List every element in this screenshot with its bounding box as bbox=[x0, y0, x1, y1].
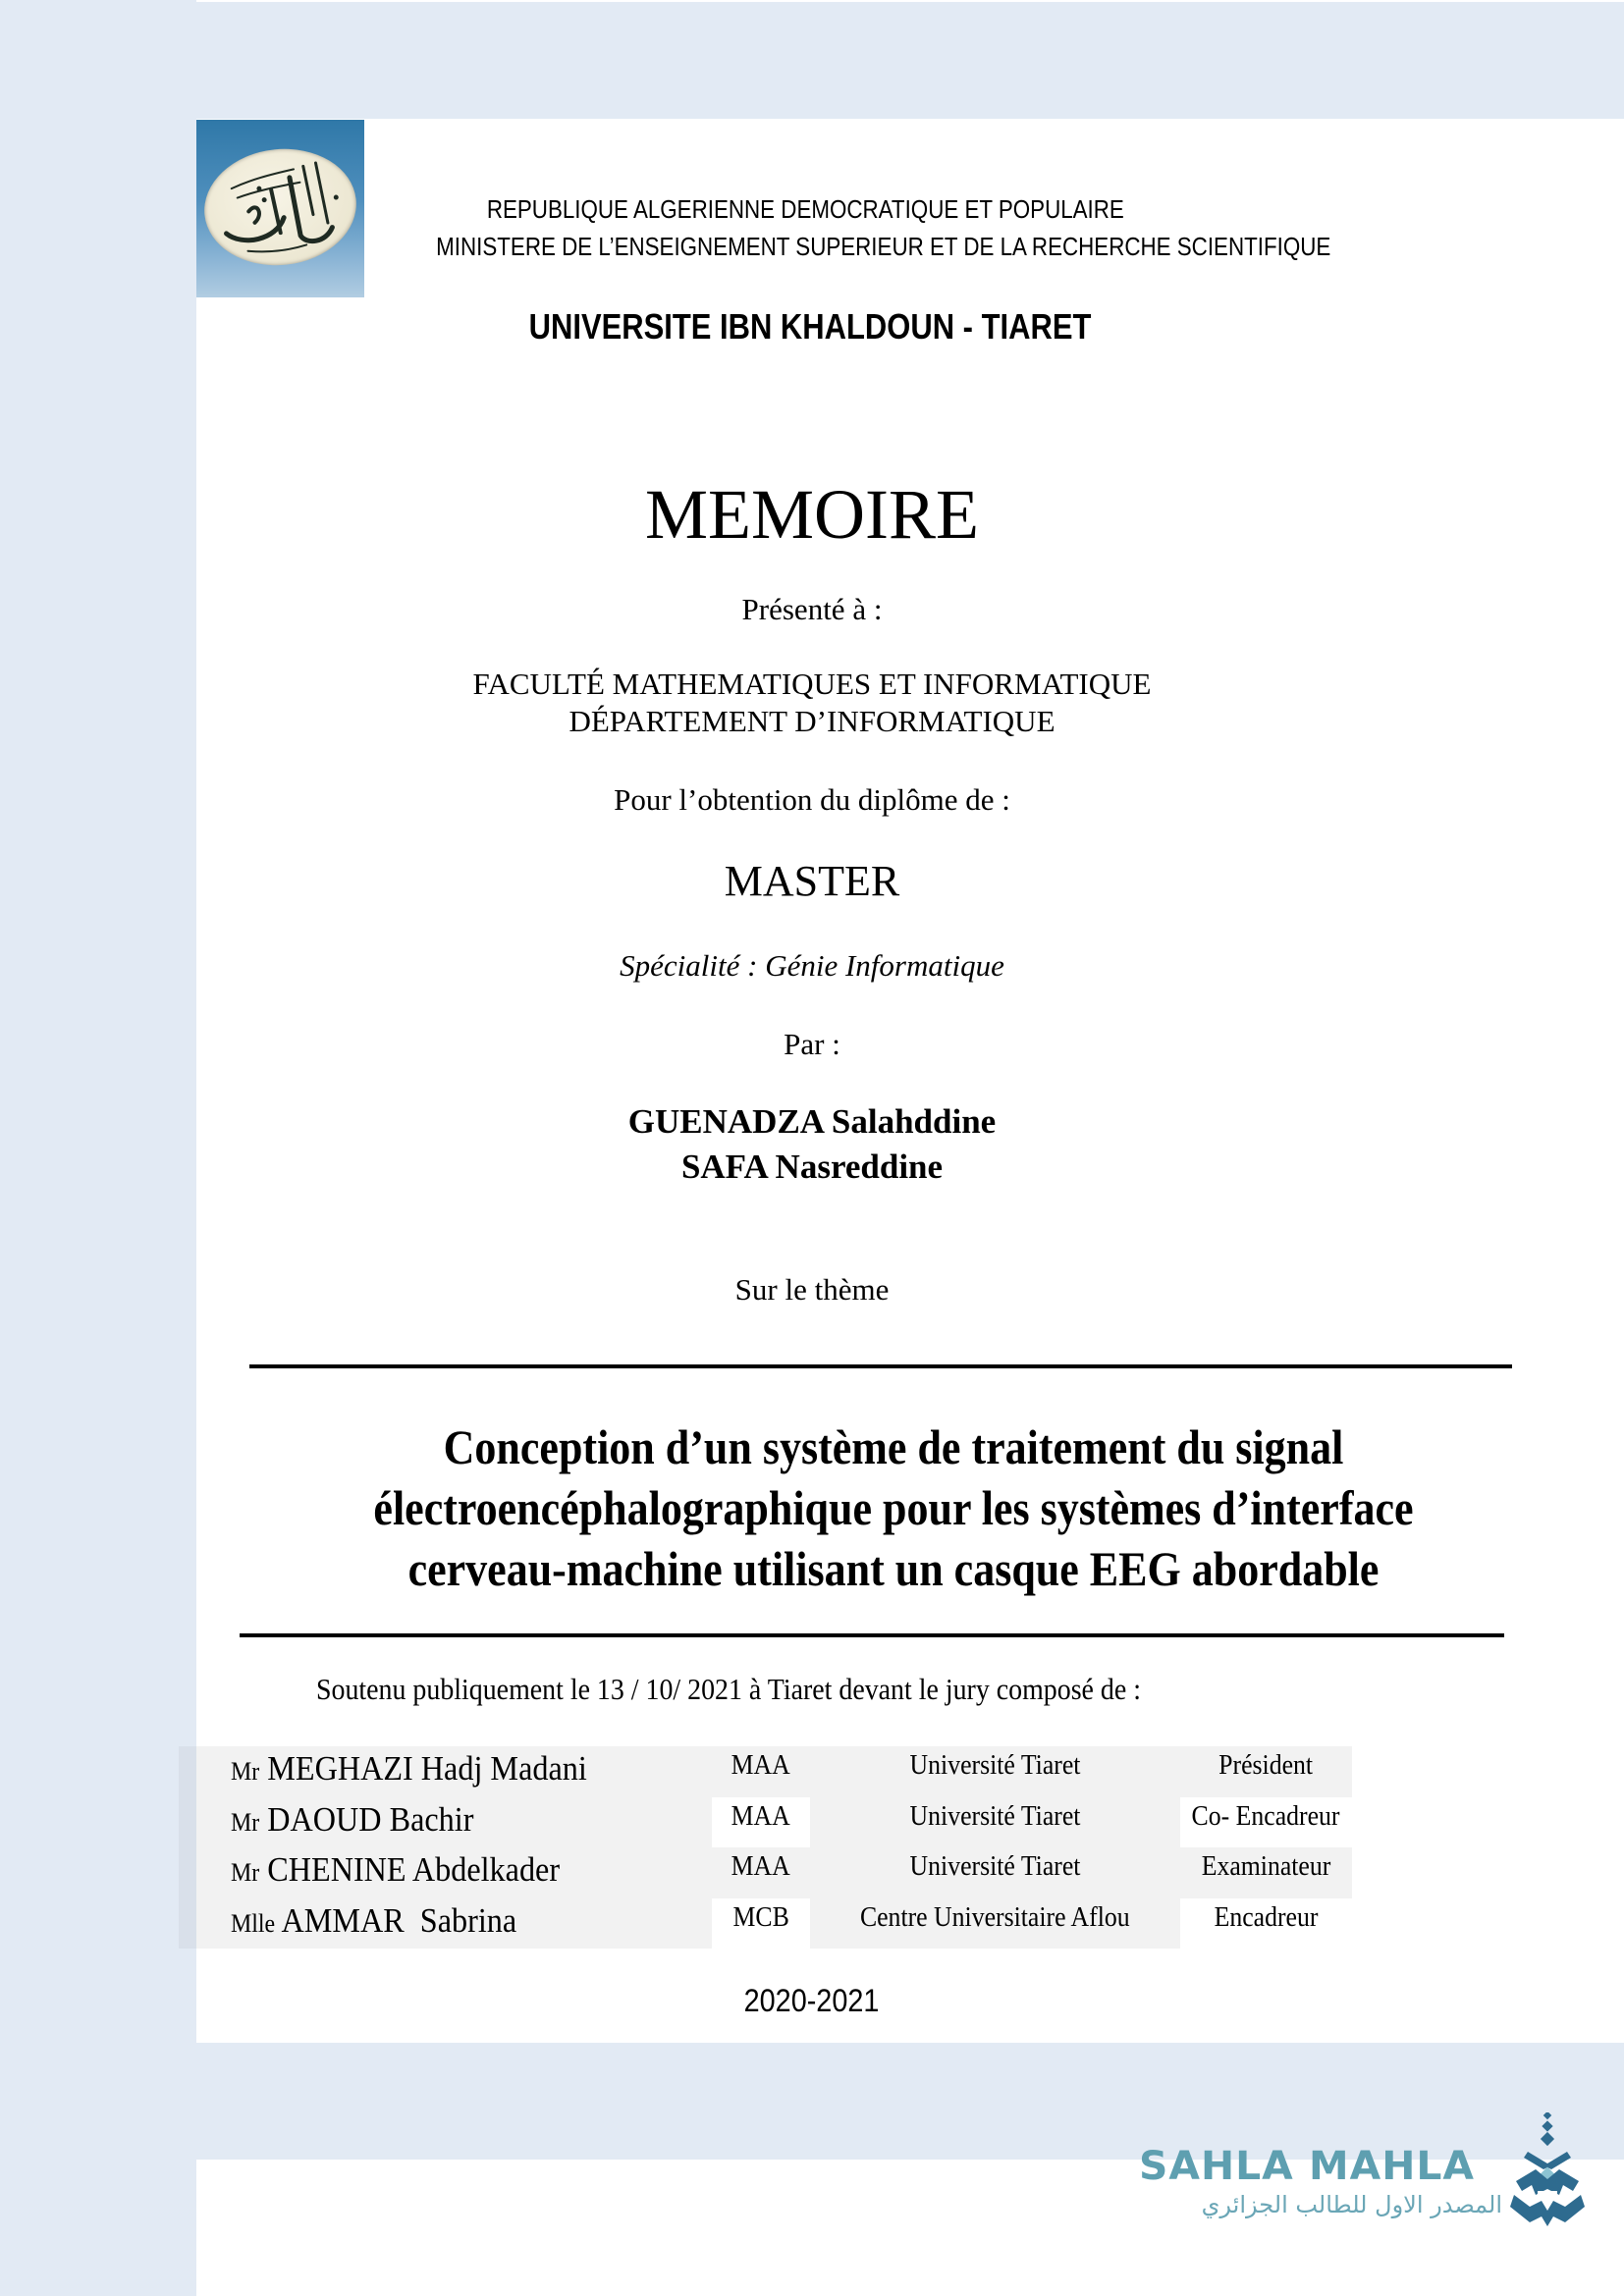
theme-intro: Sur le thème bbox=[734, 1272, 890, 1307]
jury-role-cell: Examinateur bbox=[1180, 1847, 1352, 1898]
jury-name-cell: Mr DAOUD Bachir bbox=[179, 1797, 712, 1848]
top-edge bbox=[196, 0, 1624, 2]
jury-institution-cell: Université Tiaret bbox=[810, 1746, 1180, 1797]
defense-statement: Soutenu publiquement le 13 / 10/ 2021 à Tiaret devant le jury composé de : bbox=[316, 1672, 1141, 1706]
ministry-line: MINISTERE DE L’ENSEIGNEMENT SUPERIEUR ET DE LA RECHERCHE SCIENTIFIQUE bbox=[436, 232, 1331, 261]
faculty-name: FACULTÉ MATHEMATIQUES ET INFORMATIQUE bbox=[472, 667, 1152, 701]
speciality: Spécialité : Génie Informatique bbox=[620, 948, 1004, 983]
jury-row bbox=[179, 1797, 1352, 1848]
sahla-mahla-emblem-icon bbox=[1508, 2112, 1587, 2228]
presented-to: Présenté à : bbox=[741, 592, 883, 626]
jury-grade-cell: MAA bbox=[712, 1797, 810, 1848]
title-line-3: cerveau-machine utilisant un casque EEG abordable bbox=[407, 1541, 1380, 1596]
jury-name-cell: Mlle AMMAR Sabrina bbox=[179, 1898, 712, 1949]
jury-grade-cell: MAA bbox=[712, 1746, 810, 1797]
university-seal-icon bbox=[196, 120, 364, 297]
faculty-block bbox=[196, 666, 1428, 740]
jury-row bbox=[179, 1898, 1352, 1949]
jury-grade-cell: MAA bbox=[712, 1847, 810, 1898]
jury-role-cell: Encadreur bbox=[1180, 1898, 1352, 1949]
department-name: DÉPARTEMENT D’INFORMATIQUE bbox=[568, 704, 1056, 738]
calligraphy-icon bbox=[198, 141, 361, 273]
jury-role-cell: Président bbox=[1180, 1746, 1352, 1797]
university-name: UNIVERSITE IBN KHALDOUN - TIARET bbox=[528, 306, 1092, 347]
author-2: SAFA Nasreddine bbox=[680, 1148, 944, 1186]
sahla-mahla-logo bbox=[1137, 2140, 1598, 2228]
title-rule-top bbox=[249, 1364, 1512, 1368]
jury-row bbox=[179, 1847, 1352, 1898]
jury-row bbox=[179, 1746, 1352, 1797]
jury-name-cell: Mr CHENINE Abdelkader bbox=[179, 1847, 712, 1898]
title-line-2: électroencéphalographique pour les systèmes d’interface bbox=[373, 1480, 1414, 1535]
jury-name-cell: Mr MEGHAZI Hadj Madani bbox=[179, 1746, 712, 1797]
degree-intro: Pour l’obtention du diplôme de : bbox=[614, 782, 1010, 817]
top-frame-band bbox=[0, 2, 1624, 119]
left-frame-strip bbox=[0, 0, 196, 2296]
academic-year: 2020-2021 bbox=[744, 1983, 880, 2018]
thesis-title bbox=[236, 1416, 1551, 1599]
republic-line: REPUBLIQUE ALGERIENNE DEMOCRATIQUE ET POPULAIRE bbox=[486, 194, 1124, 224]
jury-institution-cell: Université Tiaret bbox=[810, 1847, 1180, 1898]
brand-tagline: المصدر الاول للطالب الجزائري bbox=[1201, 2191, 1502, 2218]
jury-role-cell: Co- Encadreur bbox=[1180, 1797, 1352, 1848]
title-rule-bottom bbox=[240, 1633, 1504, 1637]
document-type: MEMOIRE bbox=[645, 475, 979, 554]
jury-grade-cell: MCB bbox=[712, 1898, 810, 1949]
jury-table bbox=[179, 1746, 1352, 1949]
brand-name: SAHLA MAHLA bbox=[1139, 2144, 1476, 2189]
author-1: GUENADZA Salahddine bbox=[627, 1102, 997, 1141]
title-line-1: Conception d’un système de traitement du signal bbox=[443, 1419, 1344, 1474]
by-label: Par : bbox=[784, 1027, 840, 1061]
degree-name: MASTER bbox=[724, 857, 900, 905]
seal-disc bbox=[198, 141, 361, 273]
authors bbox=[196, 1099, 1428, 1190]
jury-institution-cell: Centre Universitaire Aflou bbox=[810, 1898, 1180, 1949]
jury-institution-cell: Université Tiaret bbox=[810, 1797, 1180, 1848]
